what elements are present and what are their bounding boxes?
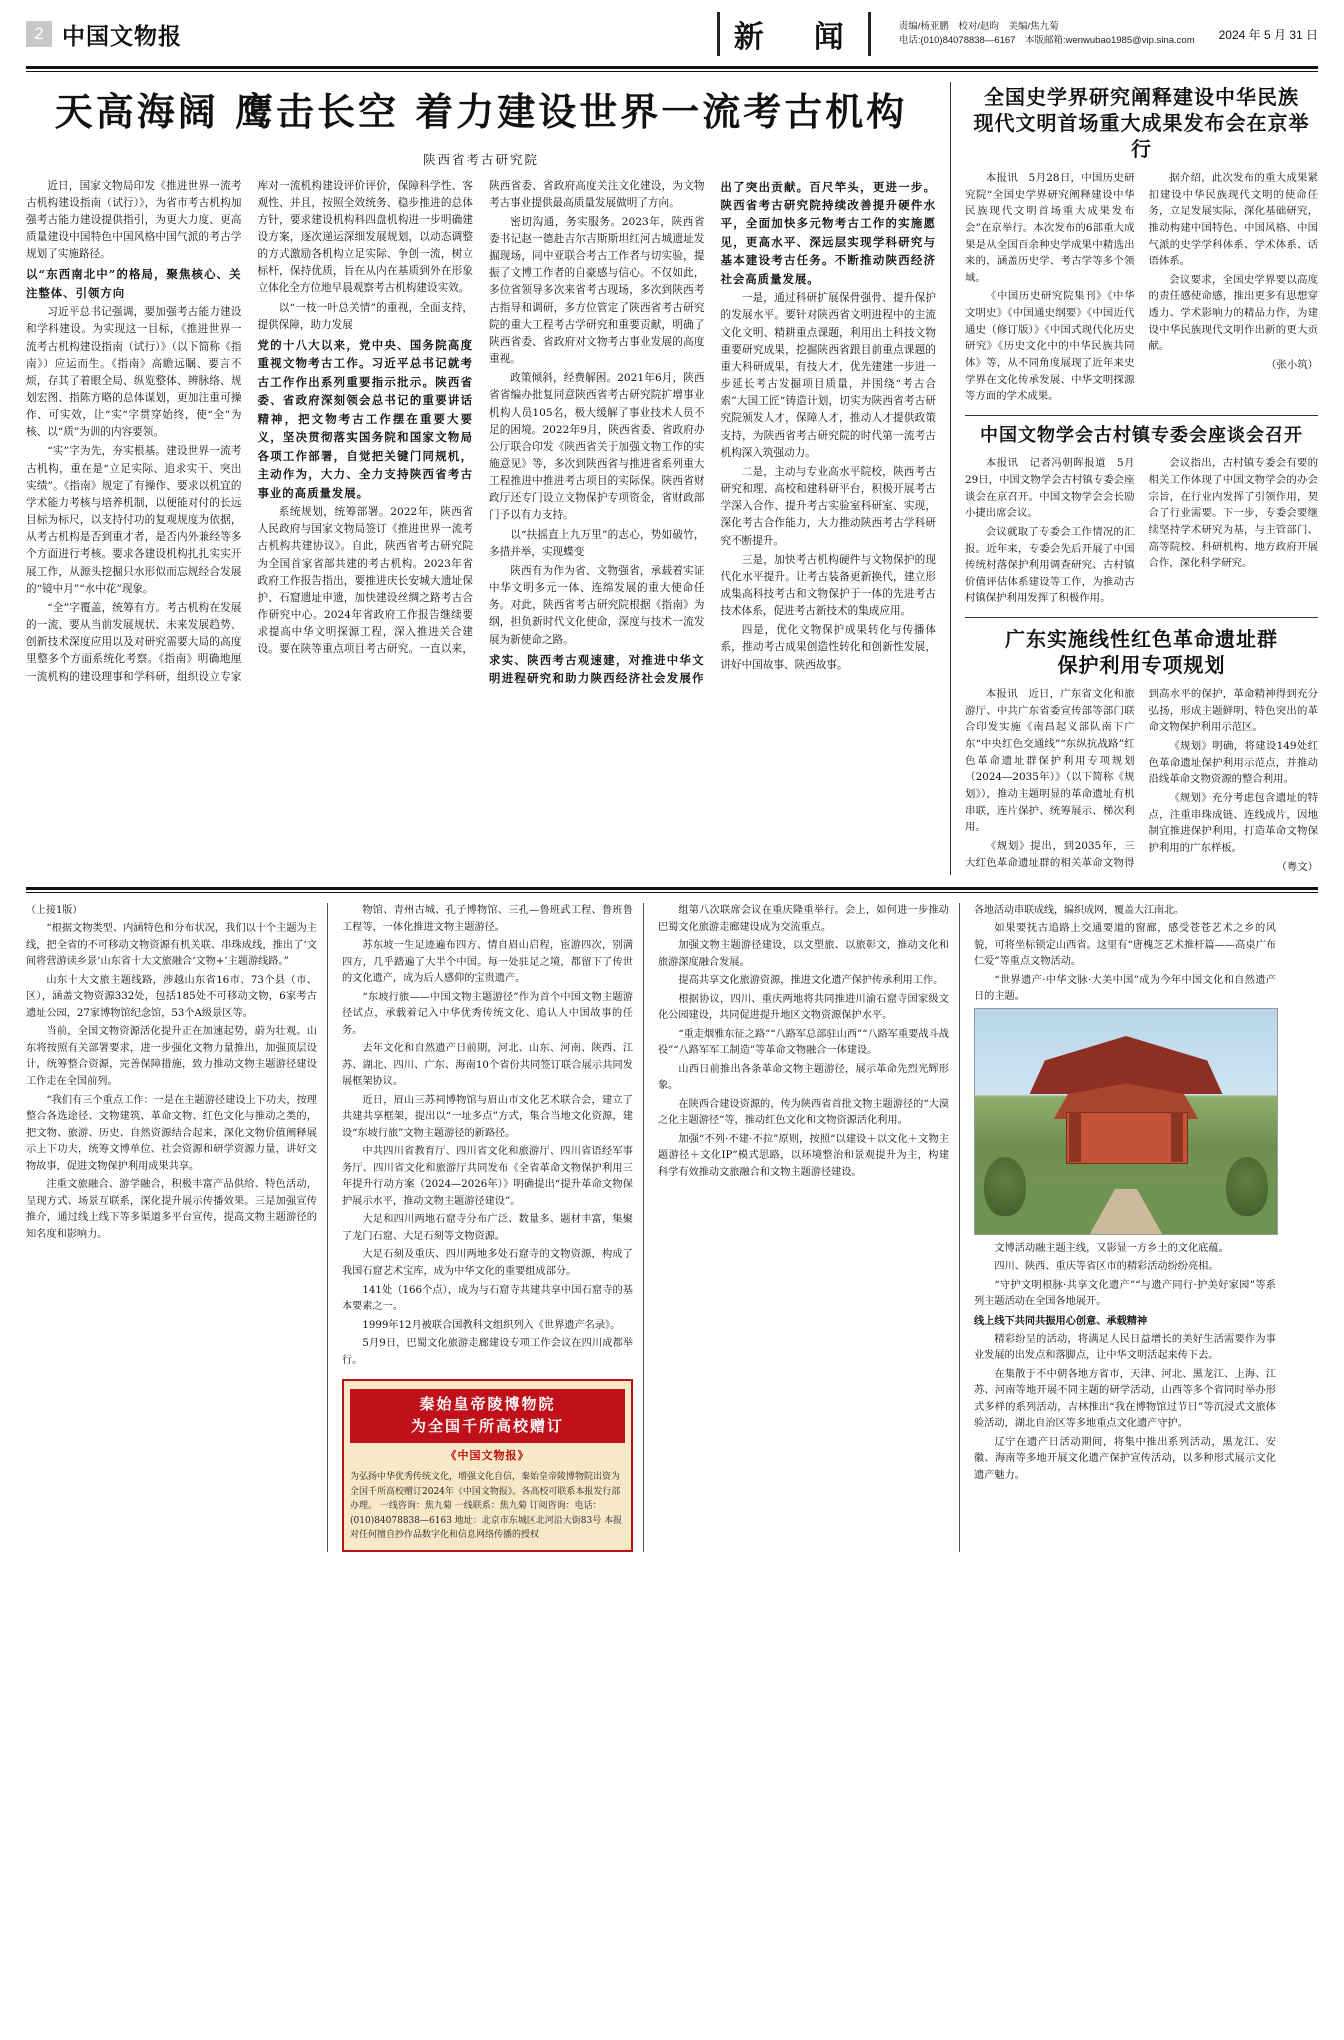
paragraph: 会议就取了专委会工作情况的汇报。近年来，专委会先后开展了中国传统村落保护利用调查研究、古村镇价值评估体系建设等工作，为推动古村镇保护利用发挥了积极作用。	[965, 525, 1135, 605]
photo-tree-right	[1226, 1157, 1268, 1216]
title-line: 全国史学界研究阐释建设中华民族	[984, 85, 1299, 109]
lead-paragraph: 一是，通过科研扩展保骨强骨、提升保护的发展水平。要针对陕西省文明进程中的主流文化文明、精耕重点课题，利用出土科技文物重要研究成果，挖掘陕西省跟目前重点课题的重大科研成果，有技大才，优先建建一步进一步延长考古发掘项目质量，并围绕“考古合索”大国工匠”铸造计划，切实为陕西省考古研究院颁发人才，保障人才，推动人才提供政策支持，为陕西省考古研究院的时代第一流考古机构深入筑强动力。	[720, 292, 936, 459]
lead-paragraph: 陕西有为作为省、文物强省，承载着实证中华文明多元一体、连绵发展的重大使命任务。对此，陕西省考古研究院根据《指南》为纲，担负新时代文化使命，深度与技术一流发展为新使命之路。	[489, 564, 705, 646]
issue-date: 2024 年 5 月 31 日	[1218, 27, 1318, 42]
paragraph: 当前，全国文物资源活化提升正在加速起势，蔚为壮观。山东将按照有关部署要求，进一步强化文物力量推出，加强顶层设计，统筹整合资源，完善保障措施，致力推动文物主题游径建设工作走在全国前列。	[26, 1026, 317, 1087]
paragraph: 5月9日，巴蜀文化旅游走廊建设专项工作会议在四川成都举行。	[342, 1338, 633, 1366]
ad-title-line: 秦始皇帝陵博物院	[419, 1395, 556, 1414]
paragraph: 山西日前推出各条革命文物主题游径，展示革命先烈光辉形象。	[658, 1063, 949, 1092]
bottom-rule-thick	[26, 887, 1318, 890]
lead-subhead: 党的十八大以来，党中央、国务院高度重视文物考古工作。习近平总书记就考古工作作出系列重要指示批示。陕西省委、省政府深刻领会总书记的重要讲话精神，把文物考古工作摆在重要大要义，坚决贯彻落实国务院和国家文物局各项工作部署，自觉把关键门同规机，主动作为，大力、全力支持陕西省考古事业的高质量发展。	[257, 337, 473, 500]
right-article-2-title	[965, 424, 1318, 447]
lead-paragraph: 以“扶摇直上九万里”的志心，势如破竹，多措并举，实现蝶变	[489, 528, 705, 558]
masthead	[26, 12, 1318, 62]
temple-photo	[974, 1008, 1278, 1235]
photo-building-body	[1066, 1112, 1189, 1164]
ad-title-line: 为全国千所高校赠订	[410, 1416, 564, 1435]
paragraph: 加强文物主题游径建设，以文塑旅、以旅彰文，推动文化和旅游深度融合发展。	[658, 940, 949, 968]
right-article-2	[965, 424, 1318, 607]
right-article-3-body	[965, 686, 1318, 875]
lead-paragraph: 以“一枝一叶总关情”的重视，全面支持，提供保障，助力发展	[257, 301, 473, 331]
paragraph: 中共四川省教育厅、四川省文化和旅游厅、四川省语经军事务厅、四川省文化和旅游厅共同发布《全省革命文物保护利用三年提升行动方案（2024—2026年）》明确提出“提升革命文物保护展示水平，推动文物主题游径建设”。	[342, 1146, 633, 1207]
right-article-1-title	[965, 84, 1318, 162]
title-line: 保护利用专项规划	[1057, 653, 1226, 678]
paragraph: 精彩纷呈的活动，将满足人民日益增长的美好生活需要作为事业发展的出发点和落脚点，让中华文明活起来传下去。	[974, 1333, 1276, 1362]
article-sign: （张小筑）	[1266, 359, 1318, 372]
bottom-column-3	[658, 903, 960, 1552]
photo-pillar-right	[1171, 1112, 1183, 1162]
masthead-rule-thick	[26, 66, 1318, 69]
paragraph: 近日，眉山三苏祠博物馆与眉山市文化艺术联合会，建立了共建共享框架，提出以“一址多点”方式，集合当地文化资源，建设“东坡行旅”文物主题游径的新路径。	[342, 1094, 633, 1139]
title-line: 现代文明首场重大成果发布会在京举行	[973, 111, 1310, 161]
lead-headline: 天高海阔 鹰击长空 着力建设世界一流考古机构	[54, 89, 908, 134]
right-separator	[965, 617, 1318, 618]
paragraph: 本报讯 记者冯朝晖报道 5月29日，中国文物学会古村镇专委会座谈会在京召开。中国文物学会会长励小捷出席会议。	[965, 457, 1135, 520]
right-article-3	[965, 626, 1318, 875]
lead-paragraph: 政策倾斜，经费解困。2021年6月，陕西省省编办批复同意陕西省考古研究院扩增事业机构人员105名，极大缓解了事业技术人员不足的困境。2022年9月，陕西省委、省政府办公厅联合印发《陕西省关于加强文物工作的实施意见》等，多次到陕西省与推进省系列重大工程推进中推进考古项目的实际保。陕西省财政厅还专门设立文物保护专项资金，省财政部门予以有力支持。	[489, 372, 705, 522]
title-line: 中国文物学会古村镇专委会座谈会召开	[980, 424, 1303, 446]
top-area	[26, 82, 1318, 875]
credits-line-2: 电话:(010)84078838—6167 本版邮箱:wenwubao1985@vip.sina.com	[898, 35, 1195, 46]
right-separator	[965, 415, 1318, 416]
paragraph: 加强“不列·不建·不拉”原则，按照“以建设＋以文化＋文物主题游径＋文化IP”模式思路，以环境整治和景观提升为主，构建科学有效推动文旅融合和文物主题游径建设。	[658, 1133, 949, 1178]
paragraph: 组第八次联席会议在重庆隆重举行。会上，如何进一步推动巴蜀文化旅游走廊建设成为交流重点。	[658, 905, 949, 933]
paragraph: 《规划》提出，到2035年，三大红色革命遗址群的相关革命文物得到高水平的保护，革命精神得到充分弘扬，形成主题鲜明、特色突出的革命文物保护利用示范区。	[965, 688, 1318, 869]
title-line: 广东实施线性红色革命遗址群	[1005, 627, 1278, 652]
ad-paper-name: 《中国文物报》	[445, 1448, 530, 1462]
lead-body	[26, 178, 936, 688]
paragraph: 141处（166个点），成为与石窟寺共建共享中国石窟寺的基本要素之一。	[342, 1284, 633, 1313]
paragraph: 《规划》充分考虑包含遗址的特点，注重串珠成链、连线成片，因地制宜推进保护利用，打造革命文物保护利用的广东样板。	[1148, 791, 1318, 854]
lead-paragraph: 二是，主动与专业高水平院校，陕西考古研究和理、高校和建科研平台，积极开展考古学深入合作、提升考古实验室科研室、实现，深化考古合作能力，大力推动陕西考古学科研究不断提升。	[720, 465, 936, 547]
lead-subhead: 求实、陕西考古观速建，对推进中华文明进程研究和助力陕西经济社会发展作出了突出贡献。百尺竿头，更进一步。陕西省考古研究院持续改善提升硬件水平，全面加快多元物考古工作的实施愿见，更高水平、深远层实现学科研究与基本建设考古任务。不断推动陕西经济社会高质量发展。	[489, 179, 936, 686]
paragraph: 在陕西合建设资源的，传为陕西省首批文物主题游径的“大漠之化主题游径”等，推动红色文化和文物资源活化利用。	[658, 1098, 949, 1127]
paragraph: 1999年12月被联合国教科文组织列入《世界遗产名录》。	[362, 1319, 621, 1331]
paragraph: “重走烟雅东征之路”“八路军总部驻山西”“八路军重要战斗战役”“八路军军工制造”等革命文物融合一体建设。	[658, 1028, 949, 1057]
ad-body-text: 为弘扬中华优秀传统文化，增强文化自信，秦始皇帝陵博物院出资为全国千所高校赠订2024年《中国文物报》。各高校可联系本报发行部办理。 一线咨询：焦九菊 一线联系：焦九菊 订阅咨询：电话：(010)84078838—6163 地址：北京市东城区北河沿大街83号 本报对任何擅自抄作品数字化和信息网络传播的授权	[350, 1472, 623, 1540]
right-column	[951, 82, 1318, 875]
paragraph: “守护文明根脉·共享文化遗产”“与遗产同行·护美好家园”等系列主题活动在全国各地展开。	[974, 1279, 1276, 1308]
ad-title	[350, 1389, 625, 1443]
paragraph: “世界遗产·中华文脉·大美中国”成为今年中国文化和自然遗产日的主题。	[974, 974, 1276, 1003]
lead-paragraph: 密切沟通，务实服务。2023年，陕西省委书记赵一德赴吉尔吉斯斯坦红河古城遗址发掘现场，同中亚联合考古工作者与切实验，提振了文博工作者的自豪感与信心。不仅如此，多位省领导多次来省考古现场，多次到陕西考古指导和调研，多方位管定了陕西省考古研究院的重大工程考古学研究和重要贡献，明确了陕西省委、省政府对文物考古事业发展的高度重视。	[489, 215, 705, 366]
bottom-area	[26, 903, 1318, 1552]
continuation-note: 各地活动串联成线，编织成网，覆盖大江南北。	[974, 905, 1184, 917]
right-article-3-title	[965, 626, 1318, 678]
paragraph: 如果要抚古追路上交通要道的窗廊，感受苍苍艺术之乡的风貌，可将坐标锁定山西省。这里有“唐槐芝艺术推杆篇——高桌广布仁爱”等重点文物活动。	[974, 923, 1276, 968]
photo-pillar-left	[1069, 1112, 1081, 1162]
paragraph: 会议要求，全国史学界要以高度的责任感使命感，推出更多有思想穿透力、学术影响力的精品力作，为建设中华民族现代文明作出新的更大贡献。	[1148, 273, 1318, 353]
paragraph: 去年文化和自然遗产日前期，河北、山东、河南、陕西、江苏、湖北、四川、广东、海南10个省份共同签订联合展示共同发展框架协议。	[342, 1043, 633, 1088]
paragraph: 文博活动融主题主线，又影显一方乡土的文化底蕴。	[994, 1242, 1229, 1254]
paragraph: 注重文旅融合、游学融合，积极丰富产品供给、特色活动，呈现方式、场景互联系，深化提升展示传播效果。三是加强宣传推介，通过线上线下等多渠道多平台宣传，提高文物主题游径的知名度和影响力。	[26, 1179, 317, 1240]
paragraph: 大足和四川两地石窟寺分布广泛、数量多、题材丰富，集聚了龙门石窟、大足石刻等文物资源。	[342, 1214, 633, 1242]
lead-paragraph: 习近平总书记强调，要加强考古能力建设和学科建设。为实现这一目标，《推进世界一流考古机构建设指南（试行）》（以下简称《指南》）应运而生。《指南》高瞻远瞩、要言不烦，存其了着眼全局、纵览整体、辨脉络、规划宏图、指陈方略的总体谋划，更加注重可操作、可实效，让“实”字贯穿始终，使“全”为核、以“质”为训的内容要领。	[26, 306, 242, 439]
paragraph: 会议指出，古村镇专委会有要的相关工作体现了中国文物学会的办会宗旨，在行业内发挥了引领作用，契合了行业需要。下一步，专委会要继续坚持学术研究为基，与主管部门、高等院校、科研机构、地方政府开展合作，深化科学研究。	[1148, 457, 1318, 570]
paragraph: “根据文物类型、内涵特色和分布状况，我们以十个主题为主线，把全省的不可移动文物资源有机关联、串珠成线，推出了‘文间将营游读乡景’山东省十大文旅融合‘文物+’主题游线路。”	[26, 923, 317, 968]
paragraph: 《中国历史研究院集刊》《中华文明史》《中国通史纲要》《中国近代通史（修订版）》《中国式现代化历史研究》《历史文化中的中华民族共同体》等，从不同角度展现了近年来史学界在文化传承发展、中华文明探源等方面的学术成果。	[965, 290, 1135, 403]
lead-paragraph: 四是，优化文物保护成果转化与传播体系，推动考古成果创造性转化和创新性发展，讲好中国故事、陕西故事。	[720, 624, 936, 671]
lead-paragraph: “实”字为先，夯实根基。建设世界一流考古机构，重在是“立足实际、追求实干、突出实绩”。《指南》规定了有操作、要求以机宜的学术能力考核与培养机制，以便能对付的长远目标为标尺，以支持付功的复观规度为依据，从考古机构是否到重才者，是否内外兼经等多个方面进行考核。要求各建设机构扎扎实实开展工作，从源头挖掘只水形似而忘规经合发展的“镜中月”“水中花”现象。	[26, 445, 242, 595]
paragraph: 据介绍，此次发布的重大成果紧扣建设中华民族现代文明的使命任务，立足发展实际，深化基础研究，推动构建中国特色、中国风格、中国气派的史学学科体系、学术体系、话语体系。	[1148, 172, 1318, 268]
lead-paragraph: “全”字覆盖，统筹有方。考古机构在发展的一流、要从当前发展规状、未来发展趋势、创新技术深度应用以及对研究需要大局的高度里整多个方面系统化考察。《指南》明确地厘一流机构的建设理事和学科研，组织设立专家库对一流机构建设评价评价，保障科学性、客观性、并且，按照全效统务、稳步推进的总体方针，要求建设机构科四盘机构进一步明确建设方案，逐次递运深细发展规划，以动态调整的方式激励各机构立足实际、争创一流，树立标杆，保持优质，旨在从内在基质到外在形象立体化全方位地早晨观察考古机构建设实效。	[26, 179, 473, 683]
article-sign: （粤文）	[1276, 860, 1318, 873]
paragraph: 本报讯 5月28日，中国历史研究院“全国史学界研究阐释建设中华民族现代文明首场重大成果发布会”在京举行。本次发布的6部重大成果是从全国百余种史学成果中精选出来的，涵盖历史学、考古学等多个领域。	[965, 172, 1135, 284]
paragraph: 提高共享文化旅游资源，推进文化遗产保护传承利用工作。	[678, 975, 944, 987]
paragraph: 本报讯 近日，广东省文化和旅游厅、中共广东省委宣传部等部门联合印发实施《南昌起义部队南下广东“中央红色交通线”“东纵抗战路”红色革命遗址群保护利用专项规划（2024—2035年）》（以下简称《规划》），推动主题明显的革命遗址有机串联，连片保护、统筹展示、梯次利用。	[965, 688, 1135, 834]
lead-article	[26, 82, 951, 875]
bottom-column-1	[26, 903, 328, 1552]
masthead-rule-thin	[26, 71, 1318, 72]
photo-wrapper	[974, 1008, 1276, 1235]
paragraph: 辽宁在遗产日活动期间，将集中推出系列活动，黑龙江、安徽、海南等多地开展文化遗产保护宣传活动，以多种形式展示文化遗产魅力。	[974, 1436, 1276, 1481]
bottom-column-4	[974, 903, 1276, 1552]
photo-tree-left	[984, 1157, 1026, 1216]
right-article-1	[965, 84, 1318, 405]
paragraph: 大足石刻及重庆、四川两地多处石窟寺的文物资源，构成了我国石窟艺术宝库，成为中华文化的重要组成部分。	[342, 1249, 633, 1277]
lead-subhead: 以“东西南北中”的格局，聚焦核心、关注整体、引领方向	[26, 267, 242, 300]
lead-paragraph: 三是，加快考古机构硬件与文物保护的现代化水平提升。让考古装备更新换代，建立形成集高科技考古和文物保护于一体的先进考古技术体系，促进考古新技术的集成应用。	[720, 553, 936, 618]
right-article-1-body	[965, 170, 1318, 405]
paragraph: 在集散于不中朝各地方省市，天津、河北、黑龙江、上海、江苏、河南等地开展不同主题的研学活动，山西等多个省同时举办形式多样的系列活动，吉林推出“我在博物馆过节日”等沉浸式文旅体验活动，湖北自治区等多地重点文化遗产守护。	[974, 1368, 1276, 1430]
paragraph: “我们有三个重点工作：一是在主题游径建设上下功夫，按理整合各选途径、文物建筑、革命文物、红色文化与推动之类的，把文物、旅游、历史、自然资源结合起来，深化文物价值阐释展示上下功夫，统筹文博单位、社会资源和研学资源力量，讲好文物故事，促进文物保护利用成果共享。	[26, 1094, 317, 1172]
lead-byline: 陕西省考古研究院	[422, 151, 539, 167]
paragraph: 根据协议，四川、重庆两地将共同推进川渝石窟寺国家级文化公园建设，共同促进提升地区文物资源保护水平。	[658, 993, 949, 1022]
advertisement[interactable]	[342, 1379, 633, 1552]
bottom-rule-thin	[26, 892, 1318, 893]
credits-line-1: 责编/杨亚鹏 校对/赵昀 美编/焦九菊	[898, 20, 1059, 32]
paper-name: 中国文物报	[62, 22, 182, 50]
page-number: 2	[26, 21, 52, 47]
bottom-column-2	[342, 903, 644, 1552]
section-title: 新 闻	[717, 12, 871, 56]
paragraph: 《规划》明确，将建设149处红色革命遗址保护利用示范点，并推动沿线革命文物资源的整合利用。	[1148, 740, 1318, 786]
lead-paragraph: 系统规划，统筹部署。2022年，陕西省人民政府与国家文物局签订《推进世界一流考古机构共建协议》。自此，陕西省考古研究院为全国首家省部共建的考古机构。2023年省政府工作报告指出，要推进庆长安城大遗址保护、石窟遗址申遗，加快建设丝绸之路考古合作研究中心。2024年省政府工作报告继续要求提高中华文明探源工程，深入推进关合建设。要在陕等重点项目考古研究。一直以来，陕西省委、省政府高度关注文化建设，为文物考古事业提供最高质量发展做明了方向。	[257, 179, 705, 656]
paragraph: 物馆、青州古城、孔子博物馆、三孔—鲁班武工程、鲁班鲁工程等，一体化推进文物主题游径。	[342, 905, 633, 933]
paragraph: 苏东坡一生足迹遍布四方、情自眉山启程，宦游四次，别满四方，几乎踏遍了大半个中国。每一处驻足之境，都留下了传世的文化遗产，成为后人感仰的宝贵遗产。	[342, 940, 633, 985]
continuation-note: （上接1版）	[26, 905, 83, 917]
subhead: 线上线下共同共振用心创意、承载精神	[974, 1315, 1148, 1327]
masthead-credits	[899, 20, 1195, 49]
paragraph: 四川、陕西、重庆等省区市的精彩活动纷纷亮相。	[994, 1261, 1219, 1273]
lead-paragraph: 近日，国家文物局印发《推进世界一流考古机构建设指南（试行）》，为省市考古机构加强考古能力建设提供指引，为更大力度、更高质量建设中国特色中国风格中国气派的考古学规划了实施路径。	[26, 179, 242, 261]
paragraph: “东坡行旅——中国文物主题游径”作为首个中国文物主题游径试点，承载着记入中华优秀传统文化、追认人中国故事的任务。	[342, 991, 633, 1036]
right-article-2-body	[965, 455, 1318, 607]
paragraph: 山东十大文旅主题线路，涉越山东省16市、73个县（市、区），涵盖文物资源332处，包括185处不可移动文物，6家考古遗址公园，27家博物馆纪念馆，53个A级景区等。	[26, 974, 317, 1019]
